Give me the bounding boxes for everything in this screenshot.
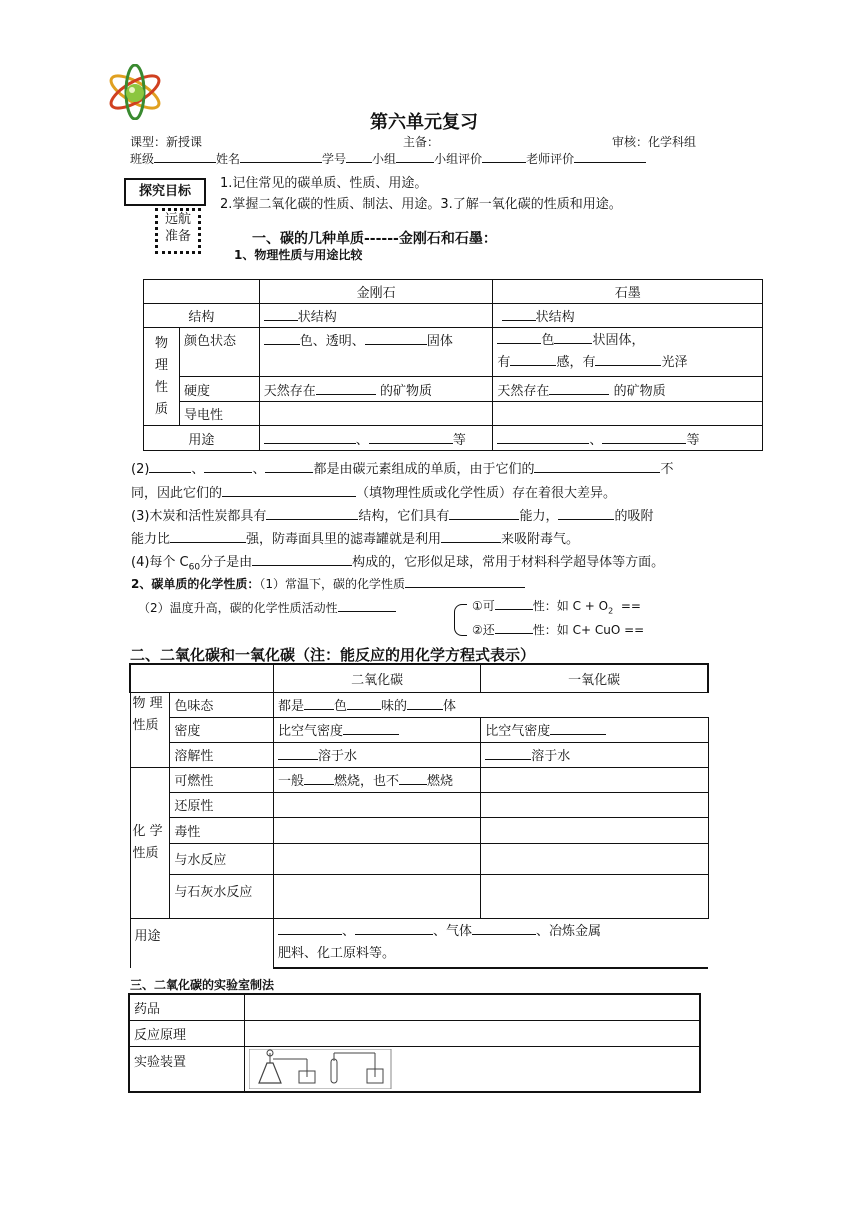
t: 来吸附毒气。 — [501, 532, 580, 547]
col-co: 一氧化碳 — [481, 664, 708, 692]
t: 的矿物质 — [379, 383, 432, 399]
section1-heading: 一、碳的几种单质------金刚石和石墨： — [252, 231, 497, 247]
t: 燃烧，也不 — [334, 774, 400, 789]
row-hardness: 硬度 — [179, 377, 259, 402]
row-principle: 反应原理 — [129, 1020, 245, 1046]
t: 、 — [589, 432, 603, 448]
course-type: 课型：新授课 — [130, 135, 203, 149]
t: 能力比 — [131, 532, 171, 547]
t: 能力， — [519, 509, 559, 524]
blank[interactable] — [399, 772, 427, 785]
co2-co-table — [129, 663, 709, 969]
blank[interactable] — [549, 382, 609, 395]
t: 体 — [443, 699, 457, 714]
t: 味的 — [381, 699, 408, 714]
structure-graphite-text: 状结构 — [535, 310, 575, 325]
row-flammable: 可燃性 — [170, 767, 274, 792]
reducing-co[interactable] — [481, 792, 708, 817]
blank[interactable] — [222, 484, 356, 497]
density-co2 — [273, 717, 480, 742]
t: == — [620, 599, 641, 613]
teacher-eval-blank[interactable] — [574, 150, 646, 163]
t: ②还 — [472, 623, 495, 637]
lab-table — [128, 993, 701, 1093]
reducing-co2[interactable] — [273, 792, 480, 817]
para-3-line2 — [131, 528, 579, 547]
row-toxic: 毒性 — [170, 817, 274, 843]
density-co — [481, 717, 708, 742]
para-2-line1: (2) 、 、 都是由碳元素组成的单质，由于它们的 不 — [131, 462, 674, 477]
t: 性：如 C + O — [532, 599, 609, 613]
goal-line-2: 2.掌握二氧化碳的性质、制法、用途。3.了解一氧化碳的性质和用途。 — [220, 197, 622, 212]
drug-cell[interactable] — [245, 994, 700, 1020]
group-blank[interactable] — [396, 150, 434, 163]
row-reducing: 还原性 — [170, 792, 274, 817]
group-label: 小组 — [372, 152, 397, 166]
t: 状固体， — [592, 333, 645, 348]
host-label: 主备： — [403, 135, 440, 149]
id-label: 学号 — [322, 152, 347, 166]
blank[interactable] — [278, 922, 342, 935]
apparatus-diagram — [249, 1049, 399, 1089]
hard-graphite — [493, 377, 763, 402]
t: 一般 — [277, 774, 304, 789]
row-conduct: 导电性 — [179, 402, 259, 426]
flammable-co2 — [273, 767, 480, 792]
t: 固体 — [426, 334, 453, 349]
blank[interactable] — [405, 575, 525, 588]
solubility-co — [481, 742, 708, 767]
section3-heading: 三、二氧化碳的实验室制法 — [130, 978, 275, 992]
name-label: 姓名 — [216, 152, 241, 166]
t: 溶于水 — [531, 749, 571, 764]
t: 性：如 C+ CuO == — [532, 623, 645, 637]
structure-diamond — [259, 304, 493, 328]
blank[interactable] — [316, 382, 376, 395]
student-info-line — [130, 150, 646, 167]
blank[interactable] — [347, 697, 381, 710]
t: 色、透明、 — [299, 334, 365, 349]
blank[interactable] — [495, 621, 533, 634]
col-graphite: 石墨 — [493, 280, 763, 304]
color-graphite — [493, 328, 763, 377]
row-structure: 结构 — [144, 304, 260, 328]
blank[interactable] — [369, 431, 453, 444]
t: 结构，它们具有 — [358, 509, 450, 524]
water-co2[interactable] — [273, 843, 480, 874]
row-apparatus: 实验装置 — [129, 1046, 245, 1092]
blank[interactable] — [355, 922, 433, 935]
blank[interactable] — [304, 772, 334, 785]
t: (4)每个 C — [131, 555, 189, 570]
principle-cell[interactable] — [245, 1020, 700, 1046]
blank[interactable] — [497, 331, 541, 344]
t: 、 — [341, 923, 355, 939]
prep-label-1: 远航 — [164, 212, 191, 227]
solubility-co2 — [273, 742, 480, 767]
para-2-line2 — [131, 482, 616, 501]
t: 都是由碳元素组成的单质，由于它们的 — [313, 462, 535, 477]
blank[interactable] — [170, 530, 246, 543]
t: 都是 — [277, 699, 304, 714]
blank[interactable] — [558, 507, 614, 520]
branch-2 — [472, 621, 644, 638]
t: 、气体 — [433, 923, 473, 939]
blank[interactable] — [278, 747, 318, 760]
prep-box — [155, 208, 201, 254]
blank[interactable] — [204, 460, 252, 473]
t: 不 — [660, 462, 674, 477]
structure-diamond-text: 状结构 — [297, 310, 337, 325]
reviewer-label: 审核：化学科组 — [612, 135, 697, 149]
t: 、冶炼金属 — [536, 923, 602, 939]
toxic-co[interactable] — [481, 817, 708, 843]
t: 比空气密度 — [485, 724, 551, 739]
carbon-table — [143, 279, 763, 451]
t: 2 — [608, 606, 614, 616]
t: （填物理性质或化学性质）存在着很大差异。 — [356, 486, 617, 501]
prep-label-2: 准备 — [164, 229, 191, 244]
row-color-2: 色味态 — [170, 692, 274, 717]
blank[interactable] — [264, 431, 356, 444]
t: 强，防毒面具里的滤毒罐就是利用 — [246, 532, 442, 547]
t: ①可 — [472, 599, 495, 613]
goals-box-label: 探究目标 — [138, 184, 191, 199]
t: （2）温度升高，碳的化学性质活动性 — [138, 601, 338, 615]
conduct-graphite[interactable] — [493, 402, 763, 426]
t: 等 — [452, 432, 466, 448]
group-eval-blank[interactable] — [482, 150, 526, 163]
blank[interactable] — [365, 332, 427, 345]
para-3-line1 — [131, 505, 653, 524]
row-color: 颜色状态 — [179, 328, 259, 377]
apparatus-cell — [245, 1046, 700, 1092]
blank[interactable] — [338, 599, 396, 612]
t: 色 — [541, 333, 555, 348]
t: 构成的，它形似足球，常用于材料科学超导体等方面。 — [352, 555, 665, 570]
t: 的矿物质 — [613, 383, 666, 399]
blank[interactable] — [266, 507, 358, 520]
row-lime: 与石灰水反应 — [170, 874, 274, 918]
t: 肥料、化工原料等。 — [277, 945, 395, 961]
blank[interactable] — [265, 460, 313, 473]
t: 、 — [355, 432, 369, 448]
phys-group-2: 物 理性质 — [130, 692, 170, 767]
blank[interactable] — [497, 431, 589, 444]
t: 溶于水 — [317, 749, 357, 764]
t: 等 — [686, 432, 700, 448]
blank[interactable] — [554, 331, 592, 344]
branch-1 — [472, 597, 641, 615]
page-title: 第六单元复习 — [370, 112, 478, 133]
class-blank[interactable] — [154, 150, 216, 163]
col-co2: 二氧化碳 — [273, 664, 480, 692]
brace — [454, 604, 467, 636]
t: 60 — [188, 562, 201, 573]
blank[interactable] — [149, 460, 191, 473]
blank[interactable] — [534, 460, 660, 473]
lime-co[interactable] — [481, 874, 708, 918]
t: 天然存在 — [497, 383, 550, 399]
blank[interactable] — [510, 353, 556, 366]
row-solubility: 溶解性 — [170, 742, 274, 767]
row-water: 与水反应 — [170, 843, 274, 874]
t: 色 — [334, 699, 348, 714]
t: (2) — [131, 462, 150, 477]
water-co[interactable] — [481, 843, 708, 874]
phys-group: 物理性质 — [144, 328, 180, 426]
row-drug: 药品 — [129, 994, 245, 1020]
chem-group: 化 学性质 — [130, 767, 170, 918]
section1-sub2-line2 — [138, 599, 396, 616]
teacher-eval-label: 老师评价 — [526, 152, 575, 166]
name-blank[interactable] — [240, 150, 322, 163]
blank[interactable] — [343, 722, 399, 735]
section1-sub1: 1、物理性质与用途比较 — [234, 248, 363, 262]
section1-sub2 — [131, 575, 525, 592]
color-cell — [273, 692, 708, 717]
blank[interactable] — [550, 722, 606, 735]
school-logo — [104, 64, 166, 120]
t: (3)木炭和活性炭都具有 — [131, 509, 267, 524]
blank[interactable] — [264, 308, 298, 321]
blank[interactable] — [485, 747, 531, 760]
para-4 — [131, 551, 664, 573]
id-blank[interactable] — [346, 150, 372, 163]
t: 比空气密度 — [277, 724, 343, 739]
goal-line-1: 1.记住常见的碳单质、性质、用途。 — [220, 176, 428, 191]
blank[interactable] — [252, 553, 352, 566]
row-use: 用途 — [144, 426, 260, 451]
blank[interactable] — [472, 922, 536, 935]
blank[interactable] — [502, 308, 536, 321]
t: 有 — [497, 355, 511, 370]
goals-box — [124, 178, 206, 206]
t: 2、碳单质的化学性质： — [131, 577, 260, 591]
t: 的吸附 — [614, 509, 654, 524]
section2-heading: 二、二氧化碳和一氧化碳（注：能反应的用化学方程式表示） — [130, 646, 536, 664]
col-diamond: 金刚石 — [259, 280, 493, 304]
t: 感，有 — [556, 355, 596, 370]
t: 天然存在 — [263, 383, 316, 399]
flammable-co[interactable] — [481, 767, 708, 792]
t: 光泽 — [661, 355, 688, 370]
blank[interactable] — [264, 332, 300, 345]
blank[interactable] — [449, 507, 519, 520]
t: 同，因此它们的 — [131, 486, 223, 501]
lime-co2[interactable] — [273, 874, 480, 918]
use-graphite — [493, 426, 763, 451]
use-diamond — [259, 426, 493, 451]
toxic-co2[interactable] — [273, 817, 480, 843]
conduct-diamond[interactable] — [259, 402, 493, 426]
group-eval-label: 小组评价 — [434, 152, 483, 166]
blank[interactable] — [595, 353, 661, 366]
blank[interactable] — [495, 597, 533, 610]
use-cell — [273, 918, 708, 968]
hard-diamond — [259, 377, 493, 402]
class-label: 班级 — [130, 152, 155, 166]
blank[interactable] — [602, 431, 686, 444]
t: 分子是由 — [200, 555, 253, 570]
blank[interactable] — [407, 697, 443, 710]
blank[interactable] — [441, 530, 501, 543]
t: 燃烧 — [427, 774, 454, 789]
t: （1）常温下，碳的化学性质 — [259, 577, 405, 591]
color-diamond — [259, 328, 493, 377]
row-density: 密度 — [170, 717, 274, 742]
blank[interactable] — [304, 697, 334, 710]
row-use-2: 用途 — [130, 918, 273, 968]
structure-graphite — [493, 304, 763, 328]
